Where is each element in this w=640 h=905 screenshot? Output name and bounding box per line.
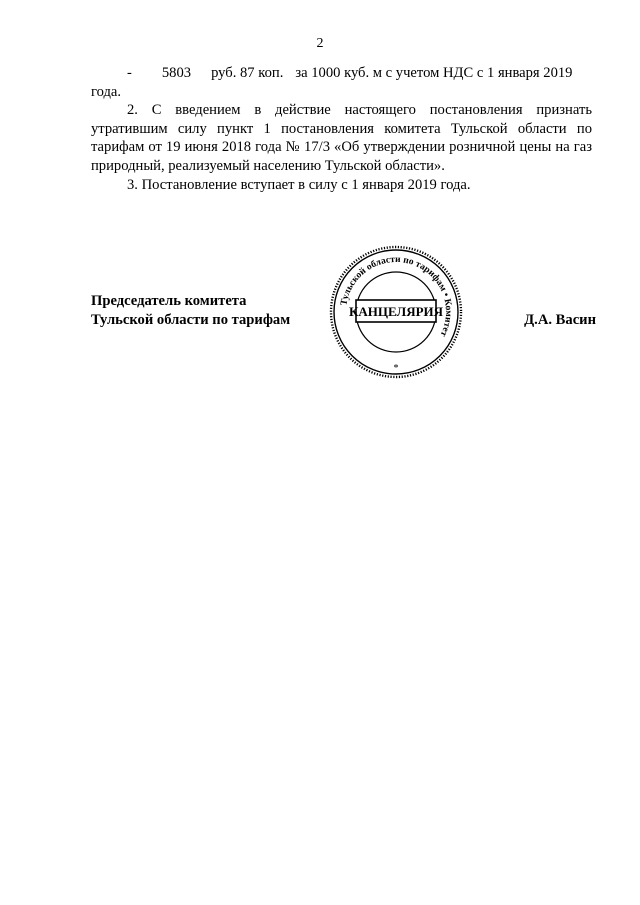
stamp-star: * — [393, 363, 399, 374]
price-item — [91, 64, 592, 83]
item-amount: 5803 — [161, 65, 192, 81]
stamp-center-text: КАНЦЕЛЯРИЯ — [348, 304, 444, 319]
stamp-ring-text: Тульской области по тарифам • Комитет — [339, 254, 454, 338]
signatory-title-line1: Председатель комитета — [91, 293, 247, 309]
page-number: 2 — [316, 36, 324, 51]
item-rub: руб. 87 коп. — [211, 65, 284, 81]
item-rest: за 1000 куб. м с учетом НДС с 1 января 2019 — [295, 65, 573, 81]
paragraph-2: 2. С введением в действие настоящего постановления признать утратившим силу пункт 1 постановления комитета Тульской области по тарифам от 19 июня 2018 года № 17/3 «Об утверждении розничной цены на газ природный, реализуемый населению Тульской области». — [91, 102, 592, 174]
signatory-name: Д.А. Васин — [524, 311, 596, 328]
document-body — [91, 64, 592, 194]
office-stamp — [328, 244, 464, 380]
signatory-title-line2: Тульской области по тарифам — [91, 311, 291, 328]
signatory-title — [91, 292, 290, 329]
paragraph-3: 3. Постановление вступает в силу с 1 января 2019 года. — [127, 176, 471, 193]
price-item-tail: года. — [91, 83, 122, 100]
item-dash: - — [127, 65, 132, 81]
